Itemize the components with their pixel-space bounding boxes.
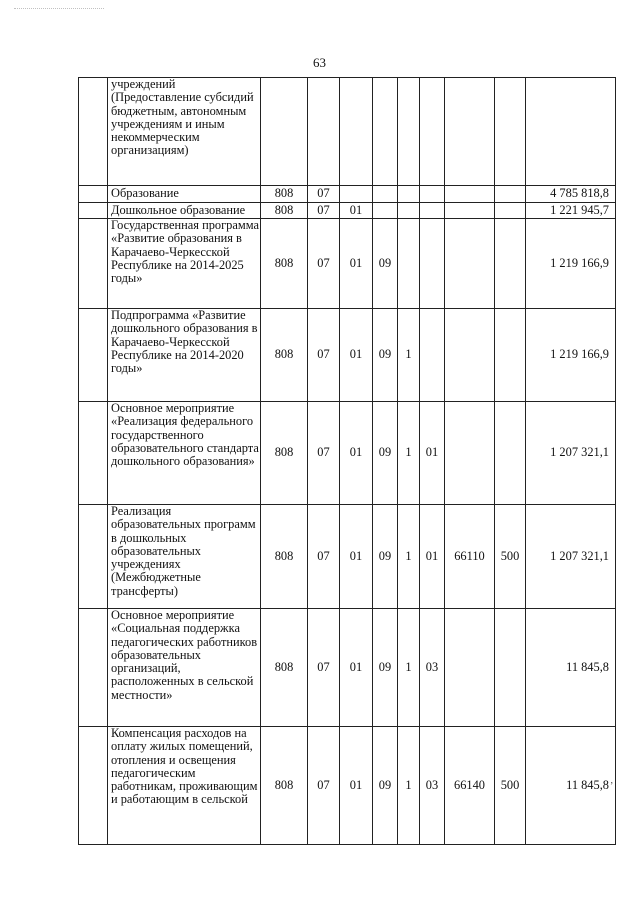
cell-name: Государственная программа «Развитие образования в Карачаево-Черкесской Республике на 2014-2025 годы»	[108, 219, 261, 309]
cell-c0	[79, 78, 108, 186]
cell-c2: 808	[261, 186, 308, 203]
cell-c0	[79, 186, 108, 203]
cell-name: Реализация образовательных программ в дошкольных образовательных учреждениях (Межбюджетные трансферты)	[108, 505, 261, 609]
cell-c4: 01	[340, 309, 373, 402]
cell-c6: 1	[398, 309, 420, 402]
cell-c0	[79, 309, 108, 402]
cell-c6	[398, 203, 420, 219]
cell-c2: 808	[261, 609, 308, 727]
cell-name: Подпрограмма «Развитие дошкольного образования в Карачаево-Черкесской Республике на 2014-2020 годы»	[108, 309, 261, 402]
cell-c4	[340, 186, 373, 203]
cell-c3: 07	[308, 727, 340, 845]
cell-c8	[445, 219, 495, 309]
cell-c2	[261, 78, 308, 186]
cell-c3: 07	[308, 505, 340, 609]
cell-name: Образование	[108, 186, 261, 203]
cell-c3: 07	[308, 186, 340, 203]
table-row	[79, 609, 616, 727]
cell-sum: 1 207 321,1	[526, 505, 616, 609]
cell-c8: 66140	[445, 727, 495, 845]
cell-c5: 09	[373, 402, 398, 505]
cell-c8	[445, 203, 495, 219]
cell-c7: 03	[420, 609, 445, 727]
cell-c2: 808	[261, 203, 308, 219]
cell-c5	[373, 203, 398, 219]
cell-c8	[445, 78, 495, 186]
cell-name: Основное мероприятие «Реализация федерального государственного образовательного стандарта дошкольного образования»	[108, 402, 261, 505]
cell-sum: 1 219 166,9	[526, 219, 616, 309]
page-number: 63	[313, 55, 326, 70]
cell-c0	[79, 505, 108, 609]
cell-sum: 11 845,8	[526, 727, 616, 845]
cell-c7	[420, 219, 445, 309]
budget-table	[78, 77, 616, 845]
cell-name: учреждений (Предоставление субсидий бюджетным, автономным учреждениям и иным некоммерческим организациям)	[108, 78, 261, 186]
cell-c8	[445, 609, 495, 727]
cell-c4: 01	[340, 219, 373, 309]
cell-c9: 500	[495, 505, 526, 609]
cell-c9	[495, 609, 526, 727]
cell-sum	[526, 78, 616, 186]
cell-c4: 01	[340, 505, 373, 609]
scan-artifact-line	[14, 8, 104, 11]
cell-c3: 07	[308, 309, 340, 402]
cell-name: Дошкольное образование	[108, 203, 261, 219]
cell-c4: 01	[340, 402, 373, 505]
cell-c9	[495, 309, 526, 402]
cell-c3: 07	[308, 609, 340, 727]
scan-speck: ʼ	[610, 781, 614, 792]
table-row	[79, 186, 616, 203]
cell-sum: 11 845,8	[526, 609, 616, 727]
cell-c5: 09	[373, 505, 398, 609]
cell-c6: 1	[398, 505, 420, 609]
cell-c7	[420, 186, 445, 203]
cell-c6: 1	[398, 402, 420, 505]
cell-c4: 01	[340, 727, 373, 845]
cell-c4: 01	[340, 609, 373, 727]
cell-c2: 808	[261, 402, 308, 505]
cell-c3	[308, 78, 340, 186]
cell-c6	[398, 219, 420, 309]
cell-c9: 500	[495, 727, 526, 845]
cell-c3: 07	[308, 203, 340, 219]
cell-sum: 4 785 818,8	[526, 186, 616, 203]
cell-c2: 808	[261, 505, 308, 609]
cell-sum: 1 207 321,1	[526, 402, 616, 505]
table-row	[79, 309, 616, 402]
cell-c5	[373, 186, 398, 203]
cell-c5: 09	[373, 609, 398, 727]
cell-c0	[79, 402, 108, 505]
cell-c3: 07	[308, 402, 340, 505]
cell-c2: 808	[261, 219, 308, 309]
cell-c4	[340, 78, 373, 186]
cell-c2: 808	[261, 727, 308, 845]
cell-c9	[495, 203, 526, 219]
cell-c0	[79, 609, 108, 727]
cell-c6	[398, 78, 420, 186]
cell-c7: 01	[420, 505, 445, 609]
cell-c6	[398, 186, 420, 203]
cell-c8	[445, 309, 495, 402]
cell-sum: 1 219 166,9	[526, 309, 616, 402]
cell-c8	[445, 402, 495, 505]
cell-c7: 03	[420, 727, 445, 845]
cell-c8	[445, 186, 495, 203]
cell-c8: 66110	[445, 505, 495, 609]
table-row	[79, 203, 616, 219]
cell-c9	[495, 402, 526, 505]
cell-c9	[495, 219, 526, 309]
cell-name: Компенсация расходов на оплату жилых помещений, отопления и освещения педагогическим работникам, проживающим и работающим в сельской	[108, 727, 261, 845]
cell-c2: 808	[261, 309, 308, 402]
cell-c7	[420, 309, 445, 402]
cell-c3: 07	[308, 219, 340, 309]
cell-c0	[79, 203, 108, 219]
cell-c6: 1	[398, 727, 420, 845]
table-row	[79, 402, 616, 505]
cell-c5: 09	[373, 309, 398, 402]
cell-c6: 1	[398, 609, 420, 727]
cell-c5	[373, 78, 398, 186]
cell-c0	[79, 219, 108, 309]
table-row	[79, 219, 616, 309]
cell-c5: 09	[373, 727, 398, 845]
cell-c0	[79, 727, 108, 845]
cell-name: Основное мероприятие «Социальная поддержка педагогических работников образовательных организаций, расположенных в сельской местности»	[108, 609, 261, 727]
table-row	[79, 727, 616, 845]
cell-c7	[420, 78, 445, 186]
table-row	[79, 505, 616, 609]
cell-c5: 09	[373, 219, 398, 309]
table-row	[79, 78, 616, 186]
cell-sum: 1 221 945,7	[526, 203, 616, 219]
cell-c9	[495, 78, 526, 186]
cell-c4: 01	[340, 203, 373, 219]
cell-c7	[420, 203, 445, 219]
cell-c9	[495, 186, 526, 203]
cell-c7: 01	[420, 402, 445, 505]
